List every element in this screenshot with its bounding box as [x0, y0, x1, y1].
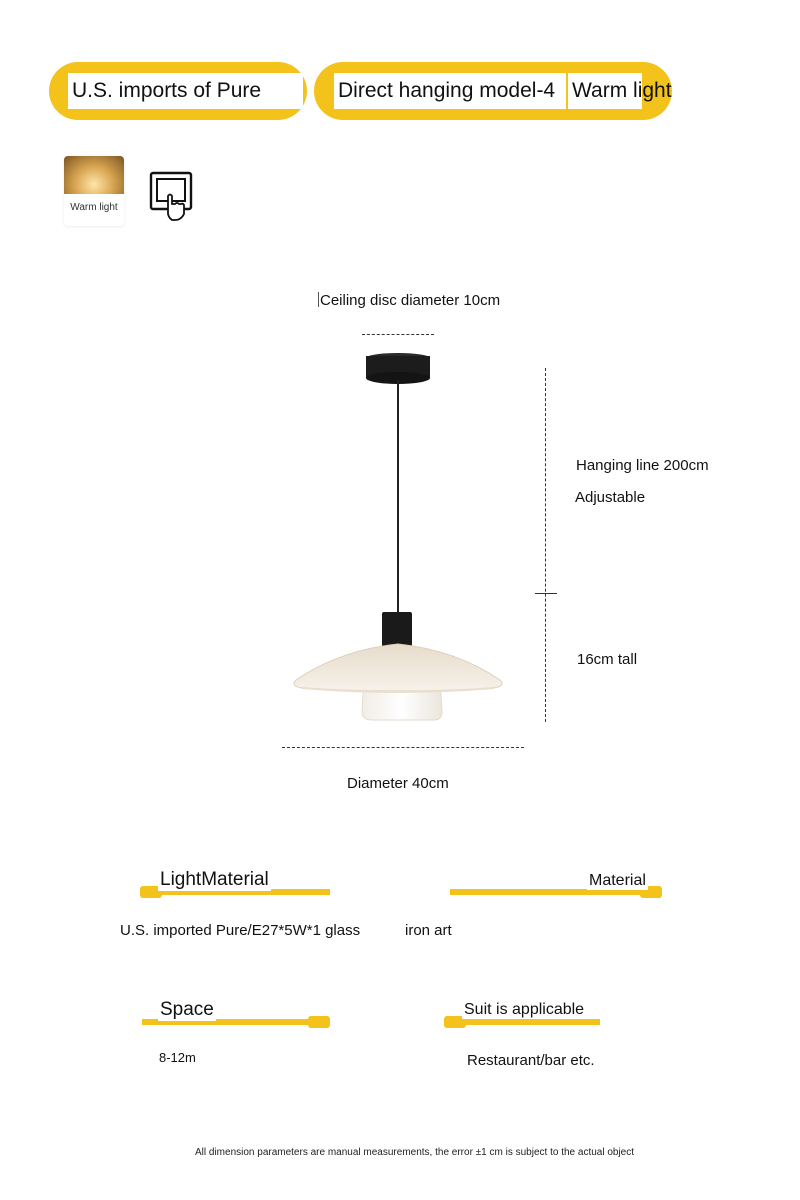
warm-light-glow — [64, 156, 124, 194]
height-dimension-line — [545, 368, 546, 722]
tall-label: 16cm tall — [577, 651, 638, 668]
suit-title: Suit is applicable — [464, 1001, 585, 1018]
header-pill-right — [314, 62, 672, 120]
warm-light-label: Warm light — [70, 202, 118, 213]
header-pill-left-label: U.S. imports of Pure — [68, 73, 303, 109]
header-pill-right-label-light: Warm light — [568, 73, 642, 109]
ceiling-disc-tick — [318, 292, 319, 307]
light-material-title: LightMaterial — [160, 869, 269, 890]
adjustable-label: Adjustable — [575, 489, 646, 506]
space-value: 8-12m — [159, 1050, 196, 1065]
header-pill-left — [49, 62, 307, 120]
diameter-label: Diameter 40cm — [347, 775, 449, 792]
suit-value: Restaurant/bar etc. — [467, 1052, 595, 1069]
touch-switch-icon — [148, 170, 196, 222]
warm-light-swatch[interactable] — [64, 156, 124, 226]
space-bar-cap — [308, 1016, 330, 1028]
space-title: Space — [160, 999, 214, 1020]
ceiling-disc-label: Ceiling disc diameter 10cm — [320, 292, 501, 309]
diameter-dimension-line — [282, 747, 524, 748]
suit-bar — [450, 1019, 600, 1025]
ceiling-disc-dimension-line — [362, 334, 434, 335]
material-value: iron art — [405, 922, 452, 939]
header-pill-right-label-model: Direct hanging model-4 — [334, 73, 566, 109]
hanging-line-label: Hanging line 200cm — [576, 457, 709, 474]
pendant-lamp-image — [280, 350, 520, 730]
light-material-value: U.S. imported Pure/E27*5W*1 glass — [120, 922, 361, 939]
material-title: Material — [589, 872, 646, 889]
footer-note: All dimension parameters are manual measurements, the error ±1 cm is subject to the actual object — [195, 1147, 635, 1158]
height-divider-mark — [535, 593, 557, 594]
